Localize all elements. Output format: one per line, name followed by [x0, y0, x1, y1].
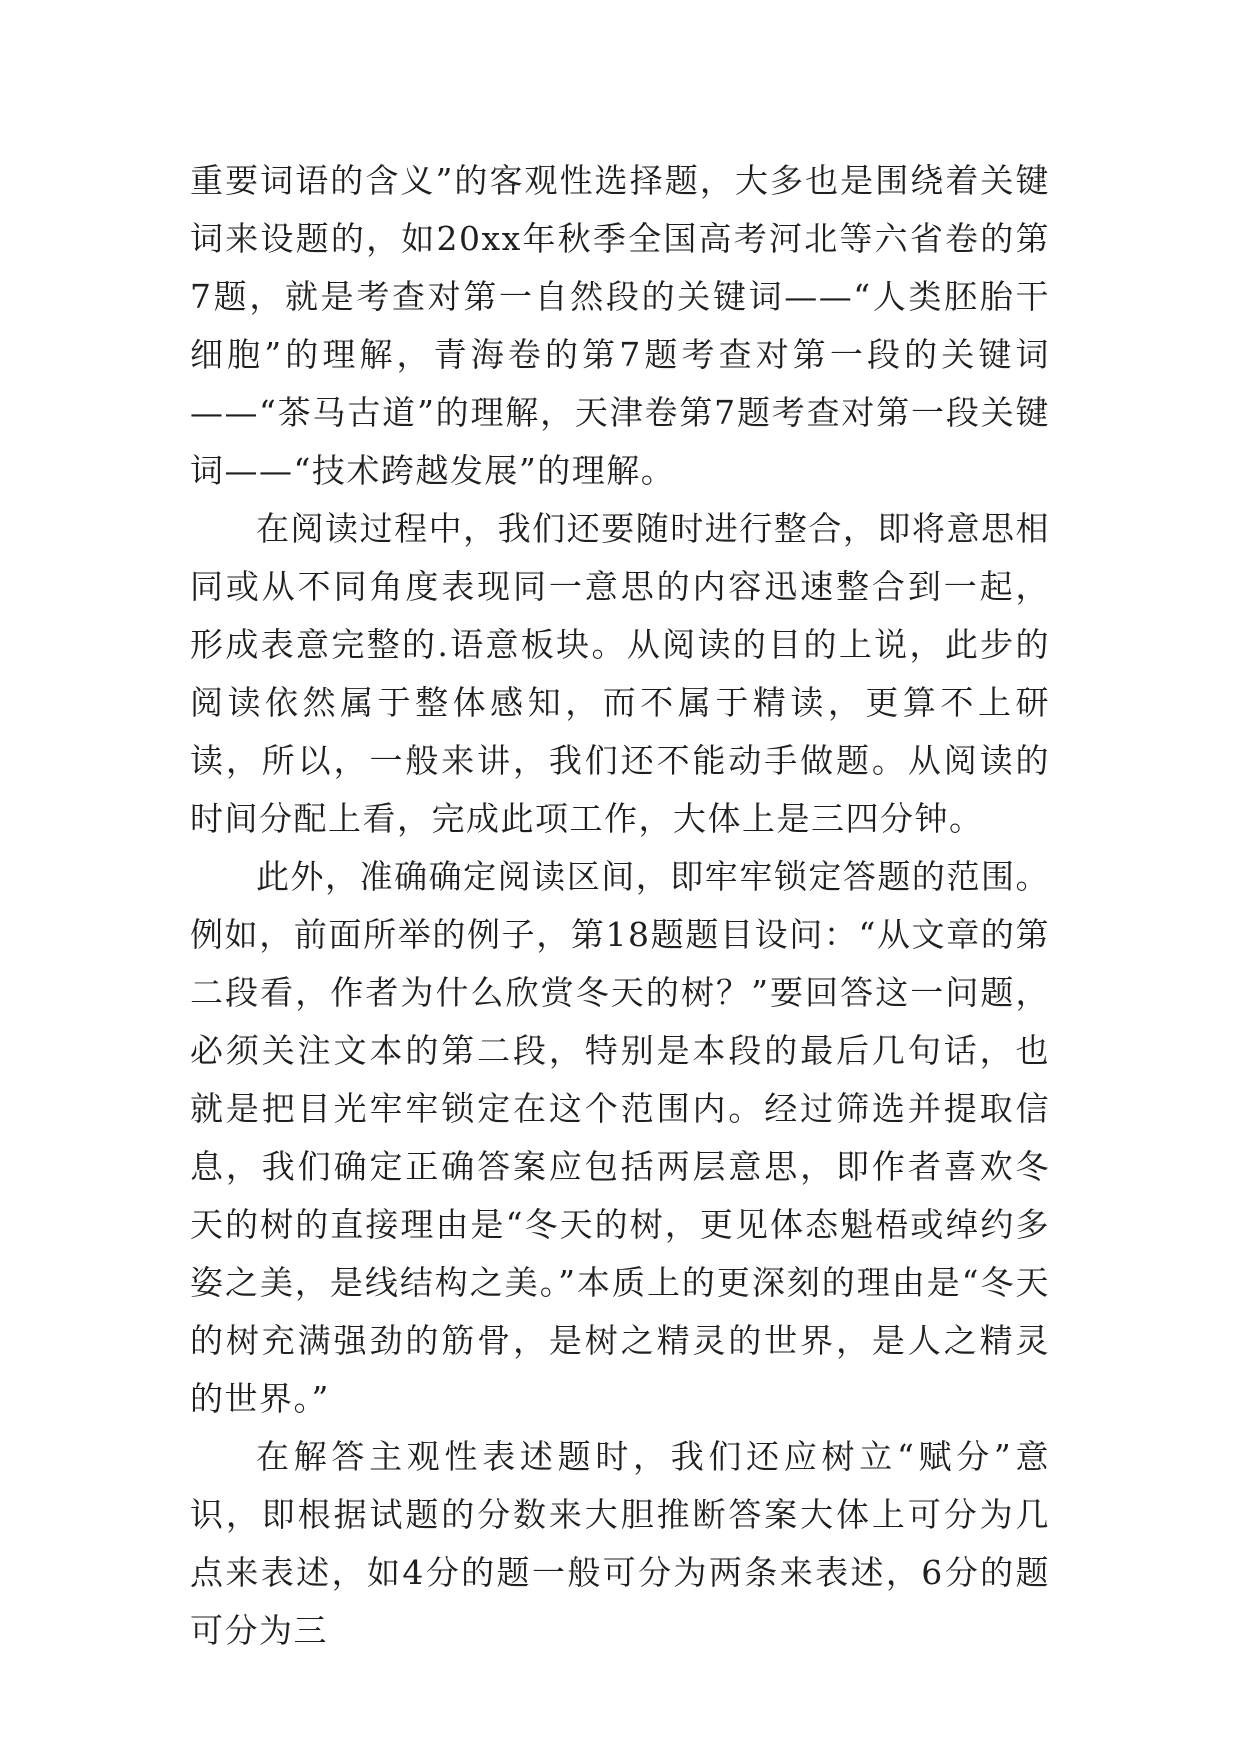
document-body: [190, 152, 1050, 1660]
paragraph-4: 在解答主观性表述题时，我们还应树立“赋分”意识，即根据试题的分数来大胆推断答案大体上可分为几点来表述，如4分的题一般可分为两条来表述，6分的题可分为三: [190, 1437, 1050, 1650]
paragraph-1: 重要词语的含义”的客观性选择题，大多也是围绕着关键词来设题的，如20xx年秋季全国高考河北等六省卷的第7题，就是考查对第一自然段的关键词——“人类胚胎干细胞”的理解，青海卷的第7题考查对第一段的关键词——“茶马古道”的理解，天津卷第7题考查对第一段关键词——“技术跨越发展”的理解。: [190, 161, 1050, 490]
paragraph-2: 在阅读过程中，我们还要随时进行整合，即将意思相同或从不同角度表现同一意思的内容迅速整合到一起，形成表意完整的.语意板块。从阅读的目的上说，此步的阅读依然属于整体感知，而不属于精读，更算不上研读，所以，一般来讲，我们还不能动手做题。从阅读的时间分配上看，完成此项工作，大体上是三四分钟。: [190, 509, 1050, 838]
paragraph-3: 此外，准确确定阅读区间，即牢牢锁定答题的范围。例如，前面所举的例子，第18题题目设问：“从文章的第二段看，作者为什么欣赏冬天的树？”要回答这一问题，必须关注文本的第二段，特别是本段的最后几句话，也就是把目光牢牢锁定在这个范围内。经过筛选并提取信息，我们确定正确答案应包括两层意思，即作者喜欢冬天的树的直接理由是“冬天的树，更见体态魁梧或绰约多姿之美，是线结构之美。”本质上的更深刻的理由是“冬天的树充满强劲的筋骨，是树之精灵的世界，是人之精灵的世界。”: [190, 857, 1050, 1418]
